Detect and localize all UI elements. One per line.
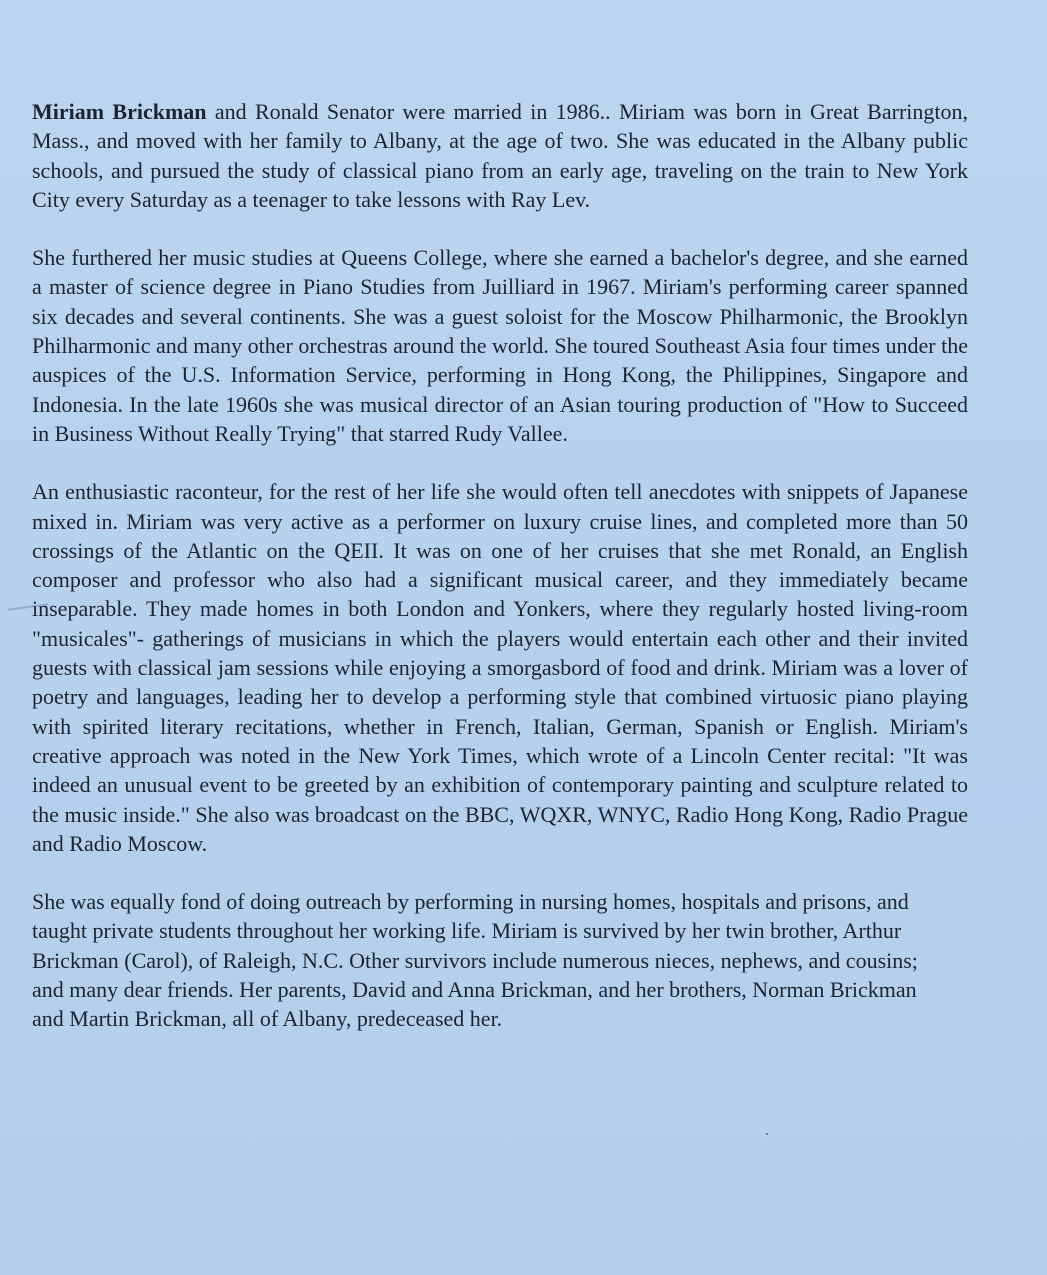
paragraph-2: She furthered her music studies at Queens College, where she earned a bachelor's degree, and she earned a master of science degree in Piano Studies from Juilliard in 1967. Miriam's performing career spanned six decades and several continents. She was a guest soloist for the Moscow Philharmonic, the Brooklyn Philharmonic and many other orchestras around the world. She toured Southeast Asia four times under the auspices of the U.S. Information Service, performing in Hong Kong, the Philippines, Singapore and Indonesia. In the late 1960s she was musical director of an Asian touring production of "How to Succeed in Business Without Really Trying" that starred Rudy Vallee. xyxy=(32,245,969,446)
paragraph-1 xyxy=(32,97,968,214)
obituary-text xyxy=(32,97,968,1063)
paragraph-3: An enthusiastic raconteur, for the rest of her life she would often tell anecdotes with snippets of Japanese mixed in. Miriam was very active as a performer on luxury cruise lines, and completed more than 50 crossings of the Atlantic on the QEII. It was on one of her cruises that she met Ronald, an English composer and professor who also had a significant musical career, and they immediately became inseparable. They made homes in both London and Yonkers, where they regularly hosted living-room "musicales"- gatherings of musicians in which the players would entertain each other and their invited guests with classical jam sessions while enjoying a smorgasbord of food and drink. Miriam was a lover of poetry and languages, leading her to develop a performing style that combined virtuosic piano playing with spirited literary recitations, whether in French, Italian, German, Spanish or English. Miriam's creative approach was noted in the New York Times, which wrote of a Lincoln Center recital: "It was indeed an unusual event to be greeted by an exhibition of contemporary painting and sculpture related to the music inside." She also was broadcast on the BBC, WQXR, WNYC, Radio Hong Kong, Radio Prague and Radio Moscow. xyxy=(32,479,968,856)
paragraph-4: She was equally fond of doing outreach by performing in nursing homes, hospitals and prisons, and taught private students throughout her working life. Miriam is survived by her twin brother, Arthur Brickman (Carol), of Raleigh, N.C. Other survivors include numerous nieces, nephews, and cousins; and many dear friends. Her parents, David and Anna Brickman, and her brothers, Norman Brickman and Martin Brickman, all of Albany, predeceased her. xyxy=(32,889,918,1032)
subject-name: Miriam Brickman xyxy=(32,99,207,124)
ink-speck xyxy=(766,1133,768,1135)
paragraph-1-text: and Ronald Senator were married in 1986.. Miriam was born in Great Barrington, Mass., and moved with her family to Albany, at the age of two. She was educated in the Albany public schools, and pursued the study of classical piano from an early age, traveling on the train to New York City every Saturday as a teenager to take lessons with Ray Lev. xyxy=(32,99,968,212)
